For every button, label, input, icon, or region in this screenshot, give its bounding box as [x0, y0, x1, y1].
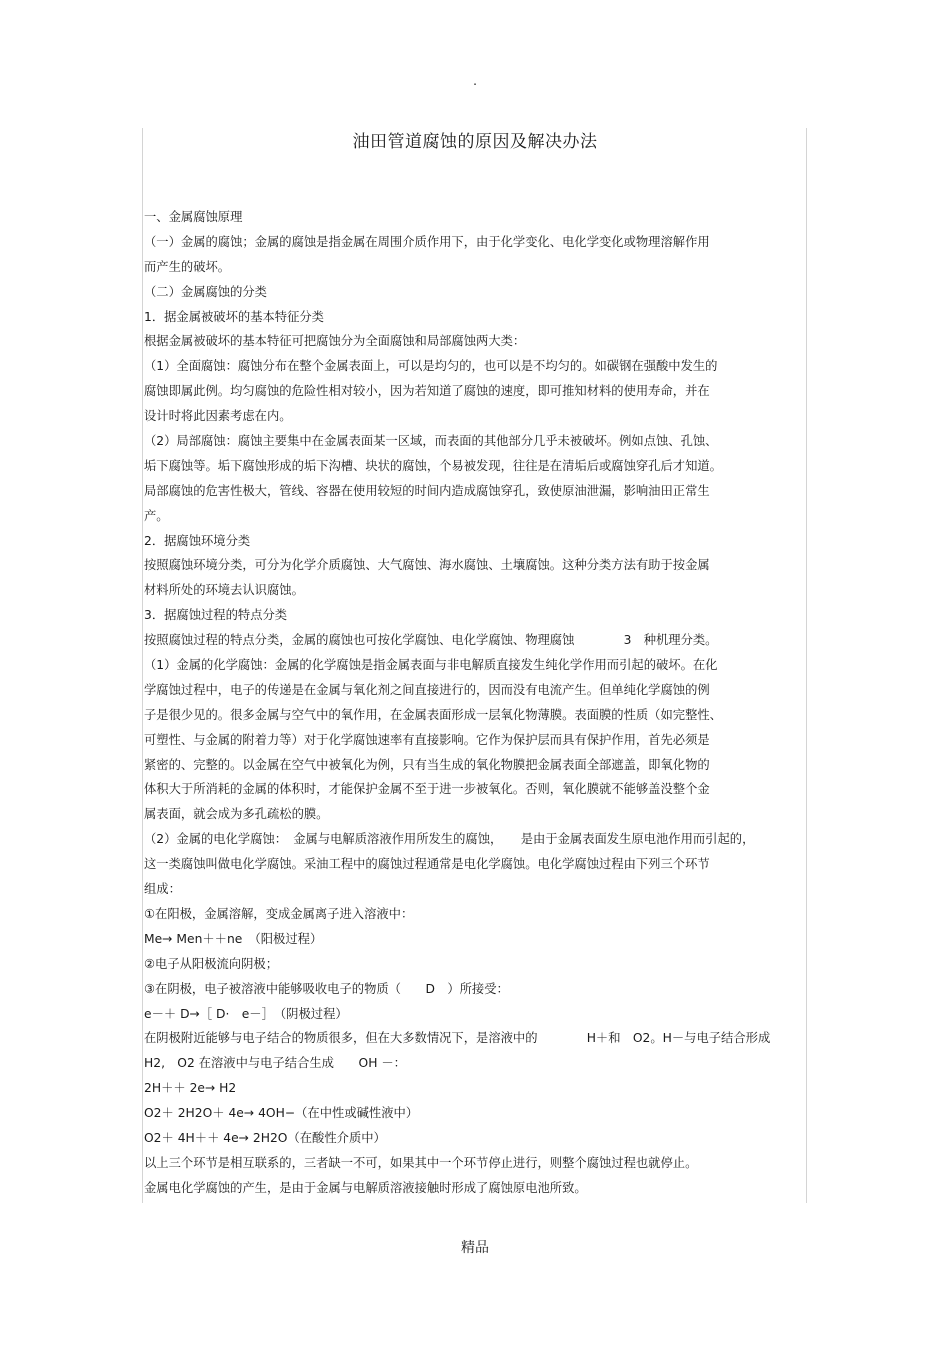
subsection-heading: （二）金属腐蚀的分类	[144, 284, 267, 299]
text-line: （1）金属的化学腐蚀：金属的化学腐蚀是指金属表面与非电解质直接发生纯化学作用而引起的破坏。在化	[144, 658, 718, 673]
subsection-heading: 2．据腐蚀环境分类	[144, 533, 251, 548]
document-body	[144, 205, 804, 1201]
text-line: （1）全面腐蚀：腐蚀分布在整个金属表面上，可以是均匀的，也可以是不均匀的。如碳钢在强酸中发生的	[144, 359, 718, 374]
text-line: 垢下腐蚀等。垢下腐蚀形成的垢下沟槽、块状的腐蚀，个易被发现，往往是在清垢后或腐蚀穿孔后才知道。	[144, 458, 722, 473]
text-line: 在阴极附近能够与电子结合的物质很多，但在大多数情况下，是溶液中的 H＋和 O2。H－与电子结合形成	[144, 1031, 771, 1046]
text-line: 按照腐蚀过程的特点分类，金属的腐蚀也可按化学腐蚀、电化学腐蚀、物理腐蚀 3 种机理分类。	[144, 633, 718, 648]
text-line: （2）金属的电化学腐蚀： 金属与电解质溶液作用所发生的腐蚀， 是由于金属表面发生原电池作用而引起的，	[144, 832, 755, 847]
formula-line: O2＋ 4H＋＋ 4e→ 2H2O（在酸性介质中）	[144, 1130, 386, 1145]
text-line: 按照腐蚀环境分类，可分为化学介质腐蚀、大气腐蚀、海水腐蚀、土壤腐蚀。这种分类方法有助于按金属	[144, 558, 710, 573]
text-line: （一）金属的腐蚀；金属的腐蚀是指金属在周围介质作用下，由于化学变化、电化学变化或物理溶解作用	[144, 234, 710, 249]
left-border-line	[142, 128, 143, 1203]
text-line: 产。	[144, 508, 169, 523]
formula-line: Me→ Men＋＋ne （阳极过程）	[144, 931, 323, 946]
formula-line: O2＋ 2H2O＋ 4e→ 4OH−（在中性或碱性液中）	[144, 1106, 419, 1121]
text-line: ①在阳极，金属溶解，变成金属离子进入溶液中：	[144, 906, 414, 921]
text-line: 腐蚀即属此例。均匀腐蚀的危险性相对较小，因为若知道了腐蚀的速度，即可推知材料的使用寿命，并在	[144, 384, 710, 399]
text-line: 子是很少见的。很多金属与空气中的氧作用，在金属表面形成一层氧化物薄膜。表面膜的性质（如完整性、	[144, 707, 722, 722]
text-line: 局部腐蚀的危害性极大，管线、容器在使用较短的时间内造成腐蚀穿孔，致使原油泄漏，影响油田正常生	[144, 483, 710, 498]
text-line: 而产生的破坏。	[144, 259, 231, 274]
header-dot: .	[473, 74, 477, 88]
formula-line: e－＋ D→［ D· e－］ （阴极过程）	[144, 1006, 348, 1021]
text-line: H2, O2 在溶液中与电子结合生成 OH －：	[144, 1056, 406, 1071]
document-title: 油田管道腐蚀的原因及解决办法	[352, 132, 598, 152]
subsection-heading: 3．据腐蚀过程的特点分类	[144, 608, 288, 623]
text-line: 设计时将此因素考虑在内。	[144, 409, 292, 424]
text-line: ③在阴极，电子被溶液中能够吸收电子的物质（ D ）所接受：	[144, 981, 509, 996]
footer-label: 精品	[461, 1240, 489, 1256]
formula-line: 2H＋＋ 2e→ H2	[144, 1081, 237, 1096]
text-line: （2）局部腐蚀：腐蚀主要集中在金属表面某一区域，而表面的其他部分几乎未被破坏。例如点蚀、孔蚀、	[144, 434, 718, 449]
text-line: ②电子从阳极流向阴极；	[144, 956, 278, 971]
text-line: 以上三个环节是相互联系的，三者缺一不可，如果其中一个环节停止进行，则整个腐蚀过程也就停止。	[144, 1155, 698, 1170]
text-line: 学腐蚀过程中，电子的传递是在金属与氧化剂之间直接进行的，因而没有电流产生。但单纯化学腐蚀的例	[144, 682, 710, 697]
right-border-line	[806, 128, 807, 1203]
text-line: 材料所处的环境去认识腐蚀。	[144, 583, 304, 598]
text-line: 属表面，就会成为多孔疏松的膜。	[144, 807, 329, 822]
section-heading: 一、金属腐蚀原理	[144, 210, 243, 224]
text-line: 可塑性、与金属的附着力等）对于化学腐蚀速率有直接影响。它作为保护层而具有保护作用，首先必须是	[144, 732, 710, 747]
text-line: 这一类腐蚀叫做电化学腐蚀。采油工程中的腐蚀过程通常是电化学腐蚀。电化学腐蚀过程由下列三个环节	[144, 857, 710, 872]
subsection-heading: 1．据金属被破坏的基本特征分类	[144, 309, 324, 324]
text-line: 根据金属被破坏的基本特征可把腐蚀分为全面腐蚀和局部腐蚀两大类：	[144, 334, 526, 349]
text-line: 组成：	[144, 882, 181, 897]
text-line: 体积大于所消耗的金属的体积时，才能保护金属不至于进一步被氧化。否则，氧化膜就不能够盖没整个金	[144, 782, 710, 797]
text-line: 紧密的、完整的。以金属在空气中被氧化为例，只有当生成的氧化物膜把金属表面全部遮盖，即氧化物的	[144, 757, 710, 772]
text-line: 金属电化学腐蚀的产生，是由于金属与电解质溶液接触时形成了腐蚀原电池所致。	[144, 1180, 587, 1195]
